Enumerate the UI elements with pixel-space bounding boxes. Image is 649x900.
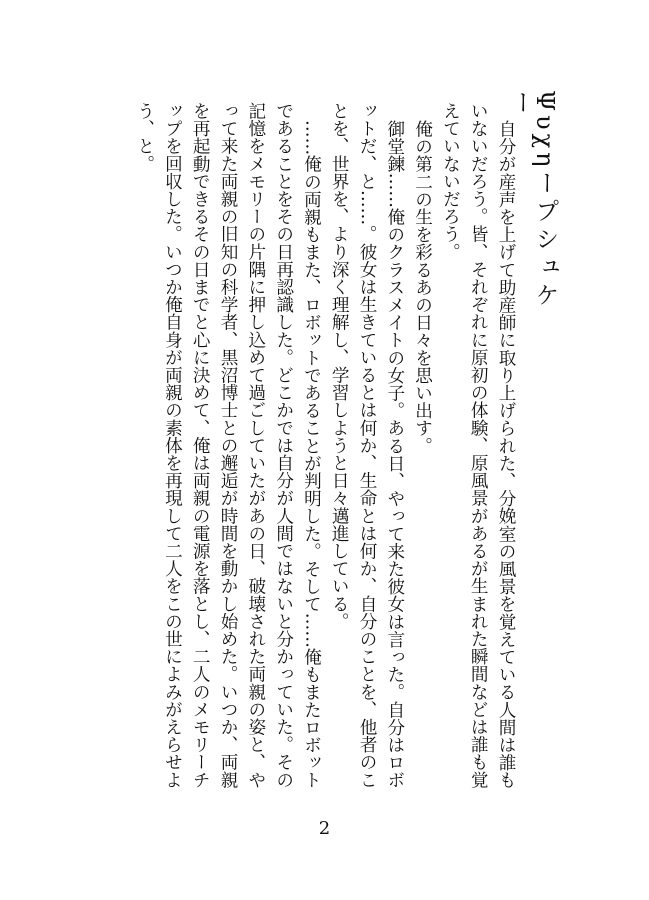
- paragraph: 御堂鍊……俺のクラスメイトの女子。ある日、やって来た彼女は言った。自分はロボットだ、と……。彼女は生きているとは何か、生命とは何か、自分のことを、他者のことを、世界を、より深く理解し、学習しようと日々邁進している。: [329, 102, 405, 789]
- body-text: [130, 102, 519, 802]
- paragraph: 俺の第二の生を彩るあの日々を思い出す。: [412, 119, 433, 454]
- chapter-title: Ψυχηープシュケー: [507, 90, 559, 311]
- page-number: 2: [318, 818, 331, 839]
- paragraph: 自分が産声を上げて助産師に取り上げられた、分娩室の風景を覚えている人間は誰もいないだろう。皆、それぞれに原初の体験、原風景があるが生まれた瞬間などは誰も覚えていないだろう。: [440, 102, 516, 789]
- paragraph: ……俺の両親もまた、ロボットであることが判明した。そして……俺もまたロボットであることをその日再認識した。どこかでは自分が人間ではないと分かっていた。その記憶をメモリーの片隅に押し込めて過ごしていたがあの日、破壊された両親の姿と、やって来た両親の旧知の科学者、黒沼博士との邂逅が時間を動かし始めた。いつか、両親を再起動できるその日までと心に決めて、俺は両親の電源を落とし、二人のメモリーチップを回収した。いつか俺自身が両親の素体を再現して二人をこの世によみがえらせよう、と。: [134, 102, 322, 789]
